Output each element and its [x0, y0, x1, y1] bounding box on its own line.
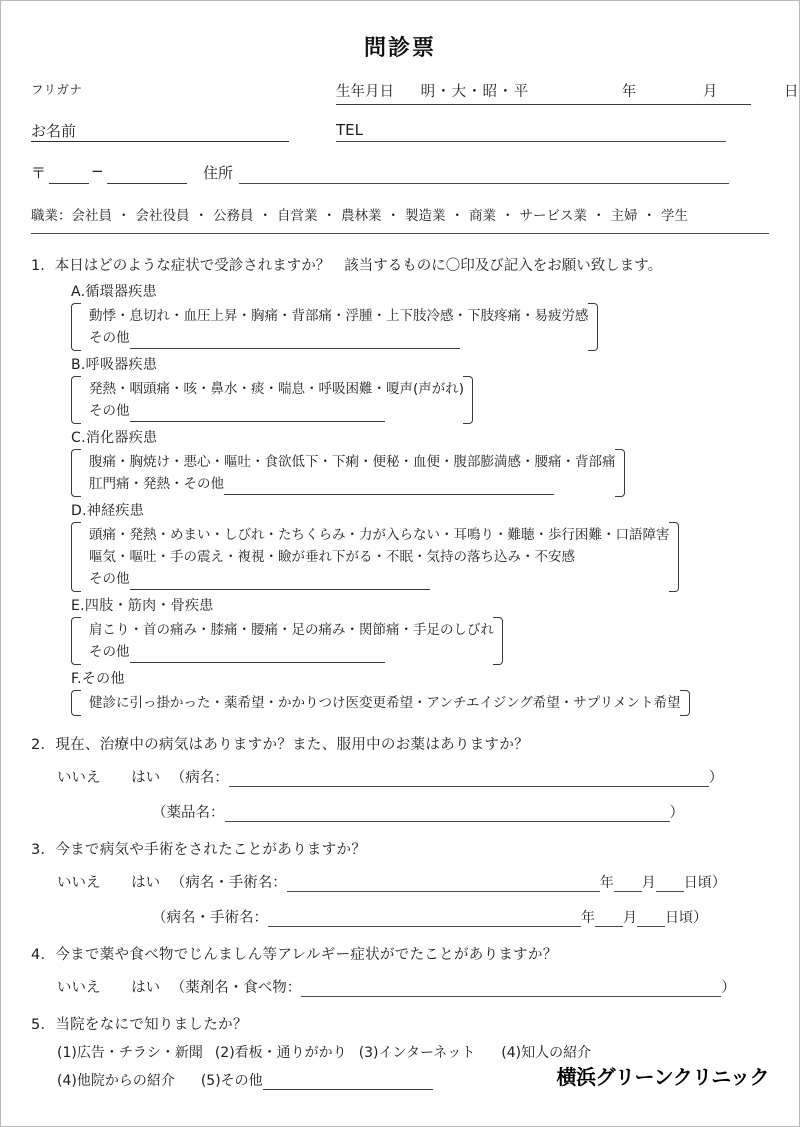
question-3-month-label-2: 月	[623, 910, 637, 926]
occupation-option[interactable]: 公務員	[213, 208, 254, 224]
symptom-group-bracket	[71, 616, 494, 666]
question-3-history-input-line-2[interactable]	[268, 911, 553, 927]
question-2-yes-option[interactable]: はい	[131, 770, 161, 786]
question-1-heading	[31, 254, 769, 275]
symptom-other-line[interactable]	[85, 473, 616, 495]
question-3-history-label-1: （病名・手術名：	[170, 875, 287, 891]
referral-source-option[interactable]: (4)知人の紹介	[501, 1045, 592, 1061]
question-1-text: 本日はどのような症状で受診されますか？	[54, 258, 331, 274]
form-sheet	[9, 9, 799, 1118]
question-4-answer-row	[57, 976, 769, 997]
question-2-medicine-label: （薬品名：	[152, 805, 225, 821]
symptom-group-bracket	[71, 521, 670, 593]
birthdate-era-options[interactable]: 明・大・昭・平	[420, 84, 530, 100]
zip-first-input-line[interactable]	[49, 183, 89, 184]
zip-dash: −	[91, 162, 104, 180]
question-2-medicine-input-line[interactable]	[225, 806, 670, 822]
occupation-separator: ・	[642, 208, 656, 224]
symptom-group-list	[71, 281, 769, 717]
occupation-row[interactable]	[31, 204, 769, 234]
symptom-other-line[interactable]	[85, 568, 670, 590]
question-3-day-label-2: 日頃	[665, 910, 693, 926]
question-4-no-option[interactable]: いいえ	[57, 980, 101, 996]
symptom-group-bracket	[71, 689, 681, 717]
question-3-number: 3．	[31, 842, 56, 858]
zip-address-row	[31, 162, 769, 190]
question-5-text: 当院をなにで知りましたか？	[55, 1017, 248, 1033]
symptom-group-heading: F.その他	[71, 671, 125, 687]
symptom-other-input-line[interactable]	[130, 647, 385, 663]
occupation-separator: ・	[592, 208, 606, 224]
symptom-group-heading: E.四肢・筋肉・骨疾患	[71, 598, 214, 614]
symptom-other-label: その他	[89, 330, 130, 346]
question-3-date-1[interactable]	[572, 875, 712, 891]
occupation-option[interactable]: 会社役員	[135, 208, 190, 224]
symptom-option-line[interactable]: 肩こり・首の痛み・膝痛・腰痛・足の痛み・関節痛・手足のしびれ	[89, 622, 494, 638]
question-2-no-option[interactable]: いいえ	[57, 770, 101, 786]
question-5-heading	[31, 1013, 769, 1034]
symptom-other-label: その他	[89, 571, 130, 587]
symptom-option-line[interactable]: 発熱・咽頭痛・咳・鼻水・痰・喘息・呼吸困難・嗄声(声がれ)	[89, 381, 465, 397]
zip-label: 〒	[31, 164, 47, 182]
symptom-other-input-line[interactable]	[130, 406, 385, 422]
occupation-separator: ・	[322, 208, 336, 224]
symptom-option-line[interactable]: 嘔気・嘔吐・手の震え・複視・瞼が垂れ下がる・不眠・気持の落ち込み・不安感	[89, 549, 575, 565]
question-1-number: 1．	[31, 258, 55, 274]
birthdate-day-label: 日	[783, 84, 799, 100]
question-3-date-2[interactable]	[553, 910, 693, 926]
question-2-medicine-close-paren: ）	[669, 805, 684, 821]
question-5-options-row-1[interactable]	[57, 1042, 769, 1062]
question-3-text: 今まで病気や手術をされたことがありますか？	[55, 842, 367, 858]
occupation-option[interactable]: サービス業	[519, 208, 587, 224]
symptom-group	[71, 500, 769, 593]
tel-input-line[interactable]	[336, 141, 726, 142]
address-input-line[interactable]	[239, 183, 729, 184]
question-2-disease-label: （病名：	[170, 770, 229, 786]
symptom-other-label: その他	[183, 476, 224, 492]
page-title: 問診票	[363, 36, 436, 61]
birthdate-label: 生年月日	[336, 84, 394, 100]
occupation-separator: ・	[450, 208, 464, 224]
symptom-other-input-line[interactable]	[224, 479, 554, 495]
question-3-history-row-2	[146, 906, 769, 927]
question-3-yes-option[interactable]: はい	[131, 875, 161, 891]
symptom-other-line[interactable]	[85, 327, 589, 349]
question-4-close-paren: ）	[721, 980, 736, 996]
question-3-month-label-1: 月	[641, 875, 656, 891]
question-3-history-field-1[interactable]	[171, 871, 727, 892]
occupation-option[interactable]: 会社員	[71, 208, 112, 224]
question-2-text: 現在、治療中の病気はありますか？また、服用中のお薬はありますか？	[55, 737, 529, 753]
occupation-label: 職業：	[31, 208, 72, 224]
tel-label: TEL	[336, 121, 363, 139]
referral-source-option[interactable]: (1)広告・チラシ・新聞	[57, 1045, 203, 1061]
question-3-close-paren-2: ）	[693, 910, 708, 926]
occupation-separator: ・	[117, 208, 131, 224]
symptom-group	[71, 595, 769, 666]
question-4-allergy-label: （薬剤名・食べ物：	[170, 980, 302, 996]
symptom-other-label: その他	[89, 403, 130, 419]
symptom-other-line[interactable]	[85, 641, 494, 663]
question-3-day-label-1: 日頃	[683, 875, 712, 891]
symptom-option-inline[interactable]: 肛門痛・発熱・	[89, 476, 184, 492]
question-2	[31, 733, 769, 822]
symptom-group-heading: D.神経疾患	[71, 503, 145, 519]
question-3-year-label-1: 年	[599, 875, 614, 891]
referral-source-option[interactable]: (3)インターネット	[358, 1045, 476, 1061]
question-4-yes-option[interactable]: はい	[131, 980, 161, 996]
zip-second-input-line[interactable]	[107, 183, 187, 184]
occupation-options[interactable]	[72, 208, 689, 224]
question-3-no-option[interactable]: いいえ	[57, 875, 101, 891]
question-2-answer-row	[57, 766, 769, 787]
birthdate-year-label: 年	[621, 84, 637, 100]
symptom-group-heading: A.循環器疾患	[71, 284, 157, 300]
question-1-instruction: 該当するものに〇印及び記入をお願い致します。	[344, 258, 663, 274]
symptom-group-heading: B.呼吸器疾患	[71, 357, 158, 373]
occupation-option[interactable]: 自営業	[277, 208, 318, 224]
question-4-heading	[31, 943, 769, 964]
question-4	[31, 943, 769, 997]
question-4-allergy-field[interactable]	[171, 976, 736, 997]
question-3-heading	[31, 838, 769, 859]
symptom-other-input-line[interactable]	[130, 333, 460, 349]
occupation-option[interactable]: 製造業	[405, 208, 446, 224]
question-2-medicine-row	[146, 801, 769, 822]
symptom-option-line[interactable]: 動悸・息切れ・血圧上昇・胸痛・背部痛・浮腫・上下肢冷感・下肢疼痛・易疲労感	[89, 308, 589, 324]
symptom-group-bracket	[71, 448, 616, 498]
symptom-group-heading: C.消化器疾患	[71, 430, 158, 446]
question-2-medicine-field[interactable]	[152, 801, 684, 822]
furigana-birthdate-row	[31, 80, 799, 106]
referral-other-input-line[interactable]	[263, 1074, 433, 1090]
question-3	[31, 838, 769, 927]
occupation-option[interactable]: 商業	[469, 208, 496, 224]
question-4-allergy-input-line[interactable]	[301, 981, 721, 997]
referral-source-option[interactable]: (2)看板・通りがかり	[214, 1045, 347, 1061]
clinic-logo: 横浜グリーンクリニック	[556, 1065, 769, 1089]
question-2-disease-input-line[interactable]	[229, 771, 709, 787]
question-3-year-label-2: 年	[581, 910, 595, 926]
question-4-text: 今まで薬や食べ物でじんましん等アレルギー症状がでたことがありますか？	[55, 947, 558, 963]
symptom-other-label: その他	[89, 644, 130, 660]
referral-source-option[interactable]: (4)他院からの紹介	[57, 1073, 175, 1089]
symptom-group-bracket	[71, 375, 464, 425]
birthdate-month-label: 月	[702, 84, 718, 100]
name-tel-row	[31, 120, 769, 148]
occupation-separator: ・	[386, 208, 400, 224]
name-label: お名前	[31, 122, 77, 140]
question-2-disease-field[interactable]	[171, 766, 724, 787]
occupation-separator: ・	[194, 208, 208, 224]
symptom-other-input-line[interactable]	[130, 574, 430, 590]
symptom-group	[71, 427, 769, 498]
patient-identity-block	[31, 80, 799, 234]
question-3-answer-row	[57, 871, 769, 892]
occupation-option[interactable]: 主婦	[610, 208, 638, 224]
furigana-label: フリガナ	[31, 82, 83, 97]
symptom-option-line[interactable]: 頭痛・発熱・めまい・しびれ・たちくらみ・力が入らない・耳鳴り・難聴・歩行困難・口語障害	[89, 527, 670, 543]
symptom-group	[71, 668, 769, 717]
question-5-number: 5．	[31, 1017, 56, 1033]
symptom-group-bracket	[71, 302, 589, 352]
occupation-option[interactable]: 農林業	[341, 208, 382, 224]
occupation-separator: ・	[258, 208, 272, 224]
question-4-number: 4．	[31, 947, 56, 963]
symptom-other-line[interactable]	[85, 400, 464, 422]
occupation-option[interactable]: 学生	[661, 208, 688, 224]
symptom-option-line[interactable]: 腹痛・胸焼け・悪心・嘔吐・食欲低下・下痢・便秘・血便・腹部膨満感・腰痛・背部痛	[89, 454, 616, 470]
address-label: 住所	[203, 164, 234, 182]
birthdate-field[interactable]	[336, 80, 799, 105]
question-2-number: 2．	[31, 737, 56, 753]
referral-source-option[interactable]: (5)その他	[200, 1073, 263, 1089]
symptom-option-line[interactable]: 健診に引っ掛かった・薬希望・かかりつけ医変更希望・アンチエイジング希望・サプリメント希望	[89, 695, 681, 711]
question-3-history-label-2: （病名・手術名：	[152, 910, 268, 926]
question-2-heading	[31, 733, 769, 754]
question-3-history-field-2[interactable]	[152, 906, 708, 927]
occupation-separator: ・	[501, 208, 515, 224]
name-input-line[interactable]	[31, 141, 289, 142]
symptom-group	[71, 281, 769, 352]
question-2-disease-close-paren: ）	[708, 770, 724, 786]
question-1	[31, 254, 769, 717]
question-3-close-paren-1: ）	[711, 875, 727, 891]
question-3-history-input-line-1[interactable]	[287, 876, 572, 892]
symptom-group	[71, 354, 769, 425]
